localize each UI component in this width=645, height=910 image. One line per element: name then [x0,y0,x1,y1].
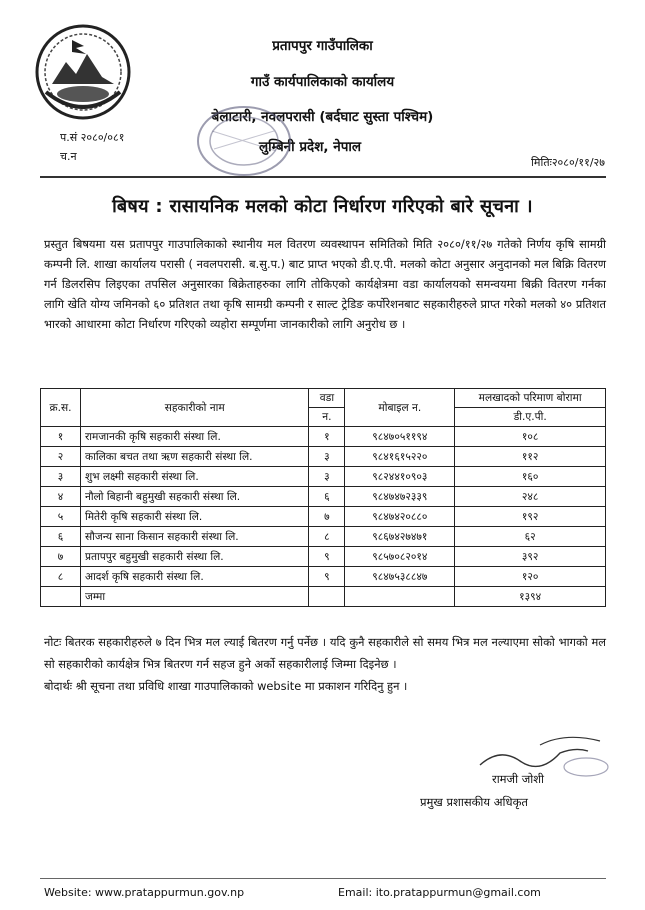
document-date: मितिः२०८०/११/२७ [531,156,605,169]
row-ward: ३ [309,447,345,467]
table-row [41,527,606,547]
row-ward: ९ [309,567,345,587]
row-name: प्रतापपुर बहुमुखी सहकारी संस्था लि. [80,547,308,567]
row-ward: १ [309,427,345,447]
table-row [41,507,606,527]
row-dap: १०८ [455,427,606,447]
office-stamp-icon [192,101,296,181]
row-sn: ३ [41,467,81,487]
footer-email[interactable]: Email: ito.pratappurmun@gmail.com [338,886,541,899]
row-dap: ६२ [455,527,606,547]
table-row [41,487,606,507]
row-sn: ४ [41,487,81,507]
table-total-row [41,587,606,607]
row-mobile: ९८५७०८२०१४ [345,547,455,567]
table-row [41,427,606,447]
footer-divider [40,878,606,879]
row-name: रामजानकी कृषि सहकारी संस्था लि. [80,427,308,447]
header-divider [40,176,606,178]
row-mobile: ९८४१६१५२२० [345,447,455,467]
table-row [41,467,606,487]
col-header-qty: मलखादको परिमाण बोरामा [455,389,606,408]
total-empty-cell [41,587,81,607]
row-mobile: ९८४७४७२३३९ [345,487,455,507]
reference-number: प.सं २०८०/०८१ [60,131,125,144]
table-row [41,547,606,567]
dispatch-number: च.न [60,150,77,163]
row-sn: ६ [41,527,81,547]
office-address: बेलाटारी, नवलपरासी (बर्दघाट सुस्ता पश्चिम) [211,109,434,125]
row-dap: १६० [455,467,606,487]
row-dap: १२० [455,567,606,587]
total-label: जम्मा [80,587,308,607]
municipality-name: प्रतापपुर गाउँपालिका [272,38,373,54]
row-name: आदर्श कृषि सहकारी संस्था लि. [80,567,308,587]
col-header-name: सहकारीको नाम [80,389,308,427]
office-name: गाउँ कार्यपालिकाको कार्यालय [250,74,395,90]
row-dap: १९२ [455,507,606,527]
col-header-mobile: मोबाइल न. [345,389,455,427]
row-sn: ५ [41,507,81,527]
table-row [41,447,606,467]
table-row [41,567,606,587]
total-empty-cell [309,587,345,607]
row-name: सौजन्य साना किसान सहकारी संस्था लि. [80,527,308,547]
col-header-ward: वडा [309,389,345,408]
row-sn: २ [41,447,81,467]
row-ward: ६ [309,487,345,507]
row-mobile: ९८४७०५११९४ [345,427,455,447]
signatory-name: रामजी जोशी [492,772,545,786]
row-name: कालिका बचत तथा ऋण सहकारी संस्था लि. [80,447,308,467]
row-sn: ८ [41,567,81,587]
notice-subject: बिषय : रासायनिक मलको कोटा निर्धारण गरिएको बारे सूचना । [112,196,533,217]
col-header-ward-no: न. [309,408,345,427]
province-name: लुम्बिनी प्रदेश, नेपाल [258,139,362,155]
row-mobile: ९८४७४२०८८० [345,507,455,527]
footer-website[interactable]: Website: www.pratappurmun.gov.np [44,886,245,899]
row-sn: १ [41,427,81,447]
row-ward: ९ [309,547,345,567]
row-ward: ८ [309,527,345,547]
row-name: शुभ लक्ष्मी सहकारी संस्था लि. [80,467,308,487]
notice-body: प्रस्तुत बिषयमा यस प्रतापपुर गाउपालिकाको स्थानीय मल वितरण व्यवस्थापन समितिको मिति २०८०/११/२७ गतेको निर्णय कृषि सामग्री कम्पनी लि. शाखा कार्यालय परासी ( नवलपरासी. ब.सु.प.) बाट प्राप्त भएको डी.ए.पी. मलको कोटा अनुसार अनुदानको मल बिक्रि वितरण गर्न डिलरसिप लिइएका तपसिल अनुसारका बिक्रेताहरुका लागि तोकिएको कार्यक्षेत्रमा वडा कार्यालयको समन्वयमा बिक्री वितरण गर्नका लागि खेति योग्य जमिनको ६० प्रतिशत तथा कृषि सामग्री कम्पनी र साल्ट ट्रेडिङ कर्पोरेशनबाट सहकारीहरुले प्राप्त गरेको मलको ४० प्रतिशत भारको आधारमा कोटा निर्धारण गरिएको व्यहोरा सम्पूर्णमा जानकारीको लागि अनुरोध छ । [44,237,606,331]
row-name: नौलो बिहानी बहुमुखी सहकारी संस्था लि. [80,487,308,507]
cc-text: बोदार्थः श्री सूचना तथा प्रविधि शाखा गाउपालिकाको website मा प्रकाशन गरिदिनु हुन । [44,679,408,693]
total-empty-cell [345,587,455,607]
col-header-dap: डी.ए.पी. [455,408,606,427]
note-text: नोटः बितरक सहकारीहरुले ७ दिन भित्र मल ल्याई बितरण गर्नु पर्नेछ । यदि कुनै सहकारीले सो समय भित्र मल नल्याएमा सोको भागको मल सो सहकारीको कार्यक्षेत्र भित्र बितरण गर्न सहज हुने अर्को सहकारीलाई जिम्मा दिइनेछ । [44,635,606,671]
total-dap: १३९४ [455,587,606,607]
row-sn: ७ [41,547,81,567]
row-dap: २४८ [455,487,606,507]
quota-table [40,388,606,607]
row-ward: ७ [309,507,345,527]
signatory-designation: प्रमुख प्रशासकीय अधिकृत [420,795,528,809]
row-dap: ३९२ [455,547,606,567]
row-mobile: ९८४७५३८८४७ [345,567,455,587]
row-name: मितेरी कृषि सहकारी संस्था लि. [80,507,308,527]
row-ward: ३ [309,467,345,487]
row-mobile: ९८६७४२७४७१ [345,527,455,547]
signature-icon [470,727,610,777]
notice-note [44,631,606,697]
row-dap: ११२ [455,447,606,467]
col-header-sn: क्र.स. [41,389,81,427]
row-mobile: ९८२४४१०९०३ [345,467,455,487]
